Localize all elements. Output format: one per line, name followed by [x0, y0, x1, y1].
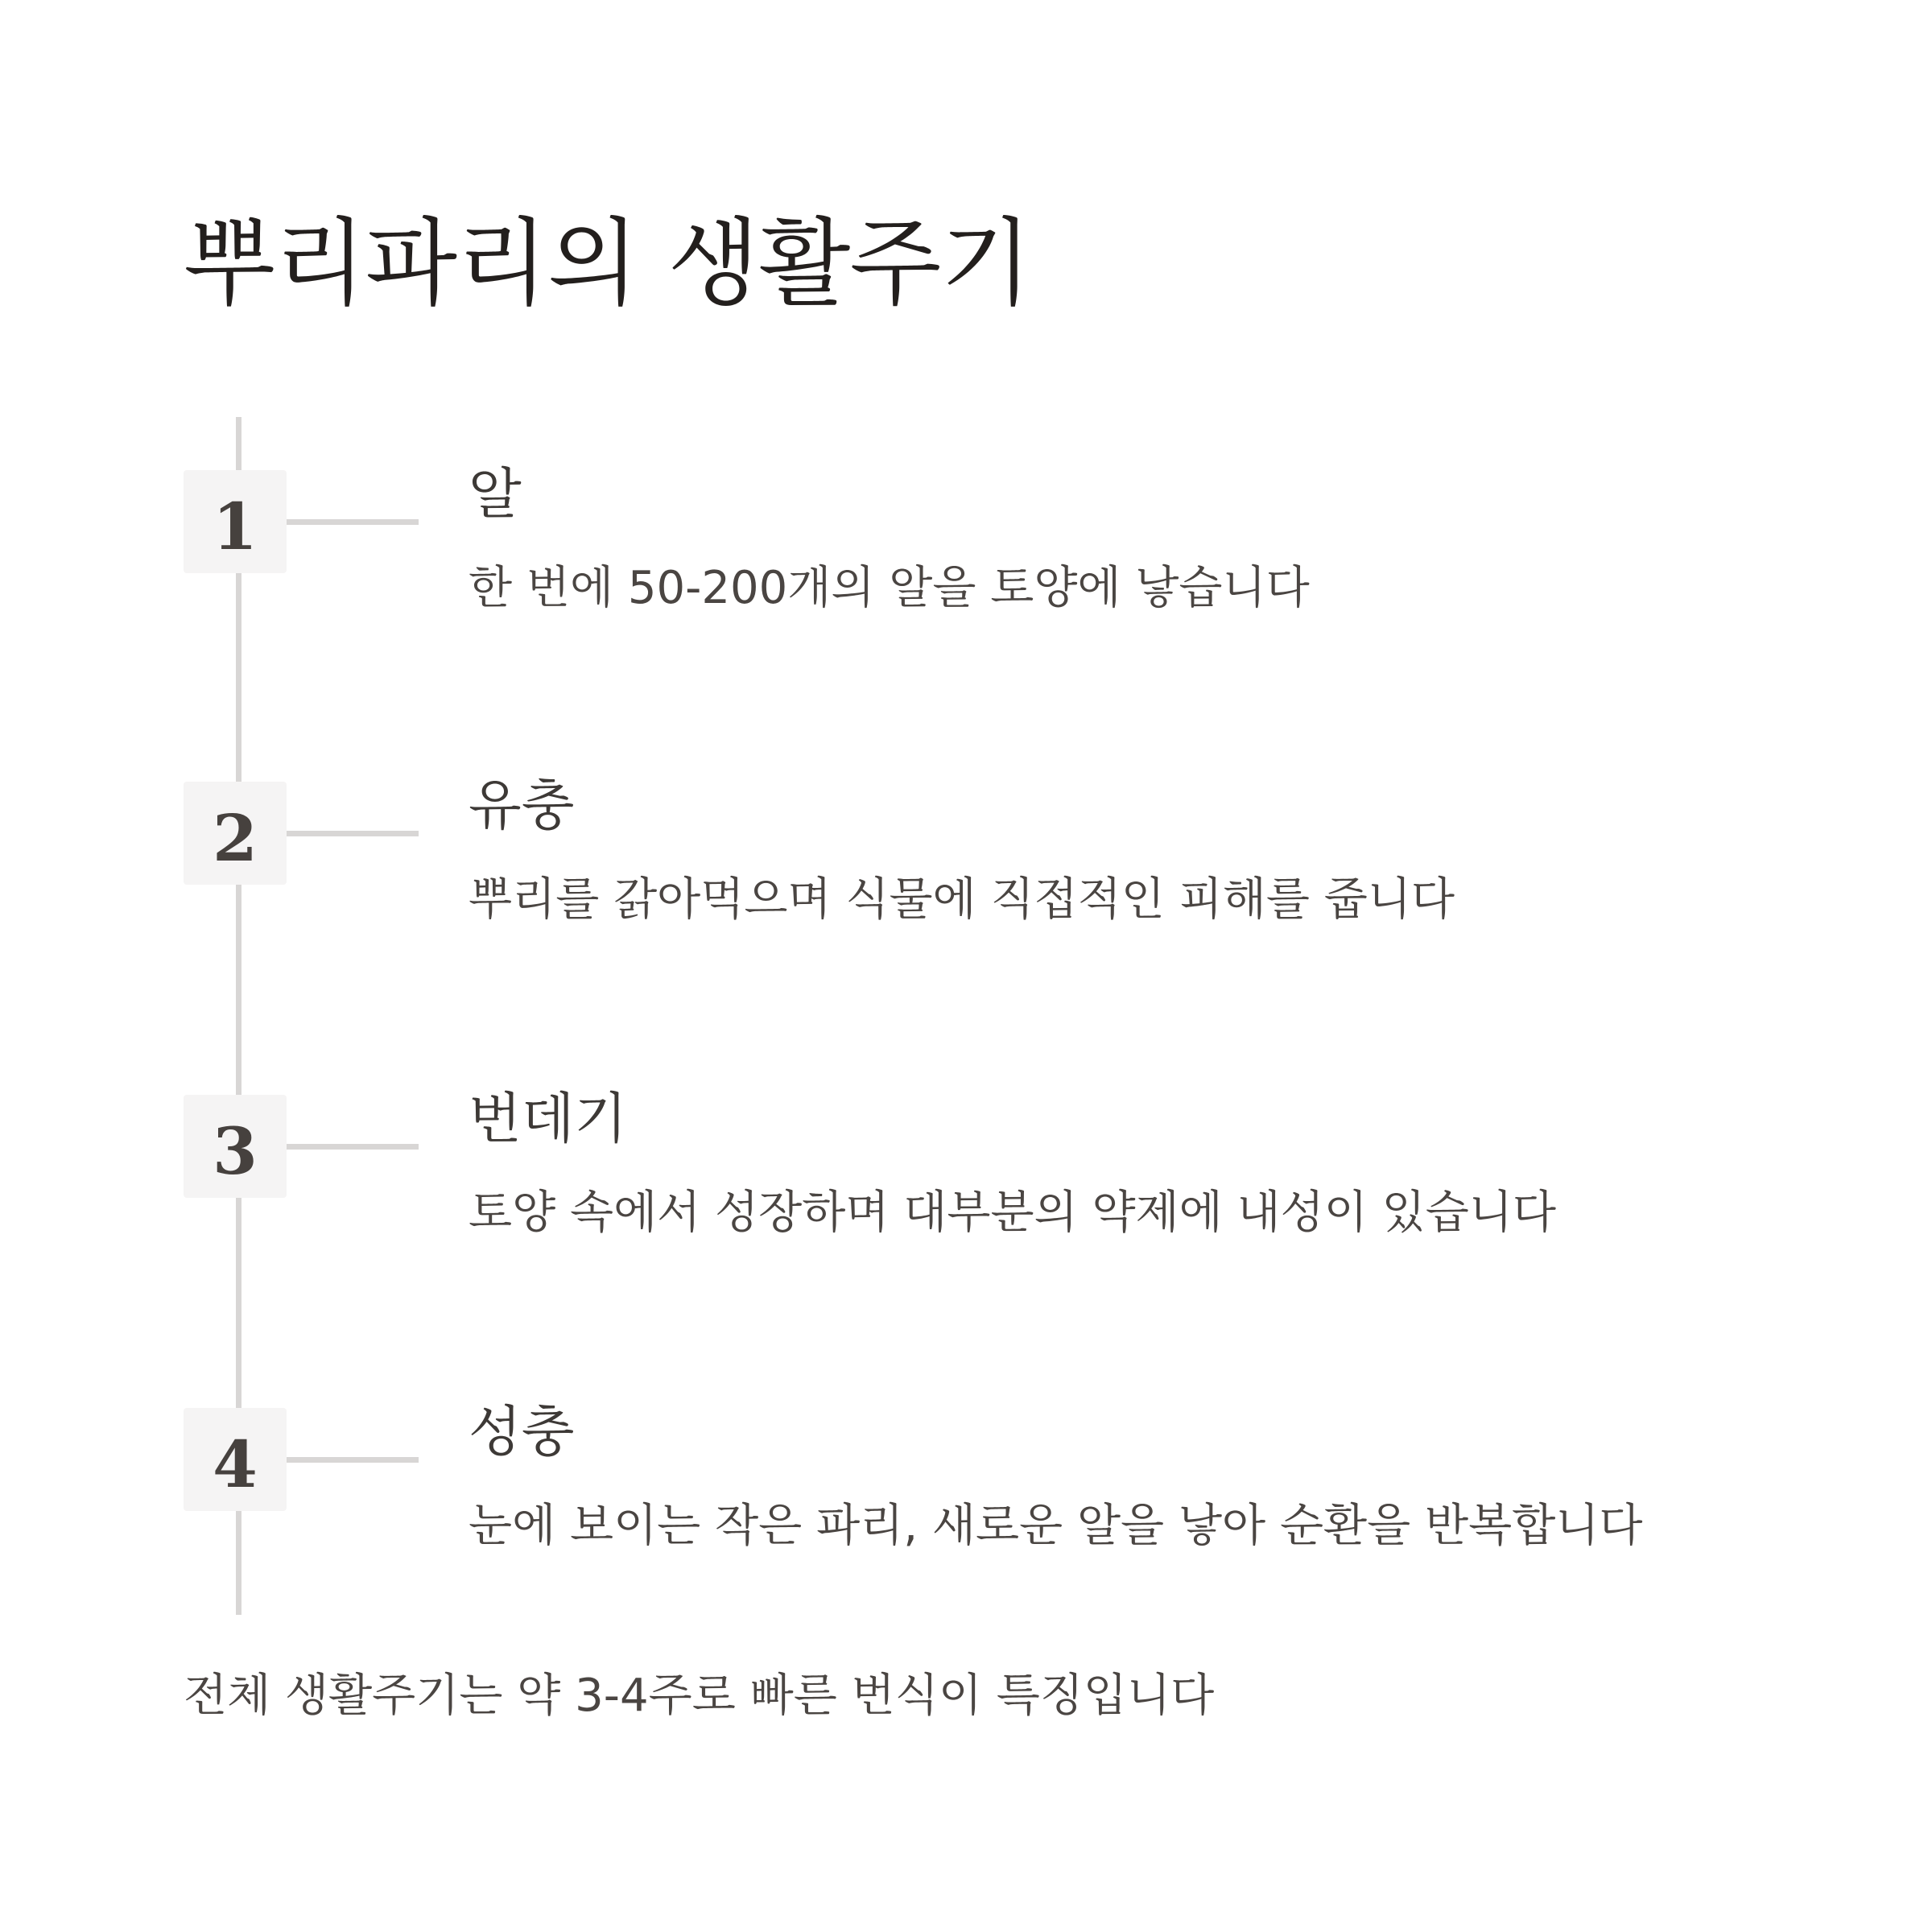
step-connector-line — [287, 1144, 419, 1150]
lifecycle-step-adult — [0, 1401, 1932, 1569]
step-description: 한 번에 50-200개의 알을 토양에 낳습니다 — [469, 562, 1310, 614]
footer-note: 전체 생활주기는 약 3-4주로 빠른 번식이 특징입니다 — [184, 1670, 1215, 1722]
step-connector-line — [287, 519, 419, 525]
step-number: 2 — [213, 800, 258, 876]
step-description: 눈에 보이는 작은 파리, 새로운 알을 낳아 순환을 반복합니다 — [469, 1500, 1643, 1552]
step-title: 성충 — [469, 1401, 575, 1464]
step-description: 뿌리를 갉아먹으며 식물에 직접적인 피해를 줍니다 — [469, 873, 1455, 926]
step-number-box — [184, 1408, 287, 1511]
step-number: 4 — [213, 1426, 258, 1502]
step-number-box — [184, 782, 287, 885]
step-connector-line — [287, 1457, 419, 1463]
step-title: 유충 — [469, 774, 575, 838]
lifecycle-step-egg — [0, 463, 1932, 631]
page-title: 뿌리파리의 생활주기 — [184, 208, 1032, 319]
step-number: 3 — [213, 1113, 258, 1189]
step-description: 토양 속에서 성장하며 대부분의 약제에 내성이 있습니다 — [469, 1187, 1557, 1239]
step-number: 1 — [213, 489, 258, 564]
lifecycle-step-pupa — [0, 1088, 1932, 1256]
step-number-box — [184, 470, 287, 573]
lifecycle-step-larva — [0, 774, 1932, 943]
step-title: 알 — [469, 463, 522, 526]
step-title: 번데기 — [469, 1088, 628, 1151]
step-connector-line — [287, 831, 419, 836]
step-number-box — [184, 1095, 287, 1198]
